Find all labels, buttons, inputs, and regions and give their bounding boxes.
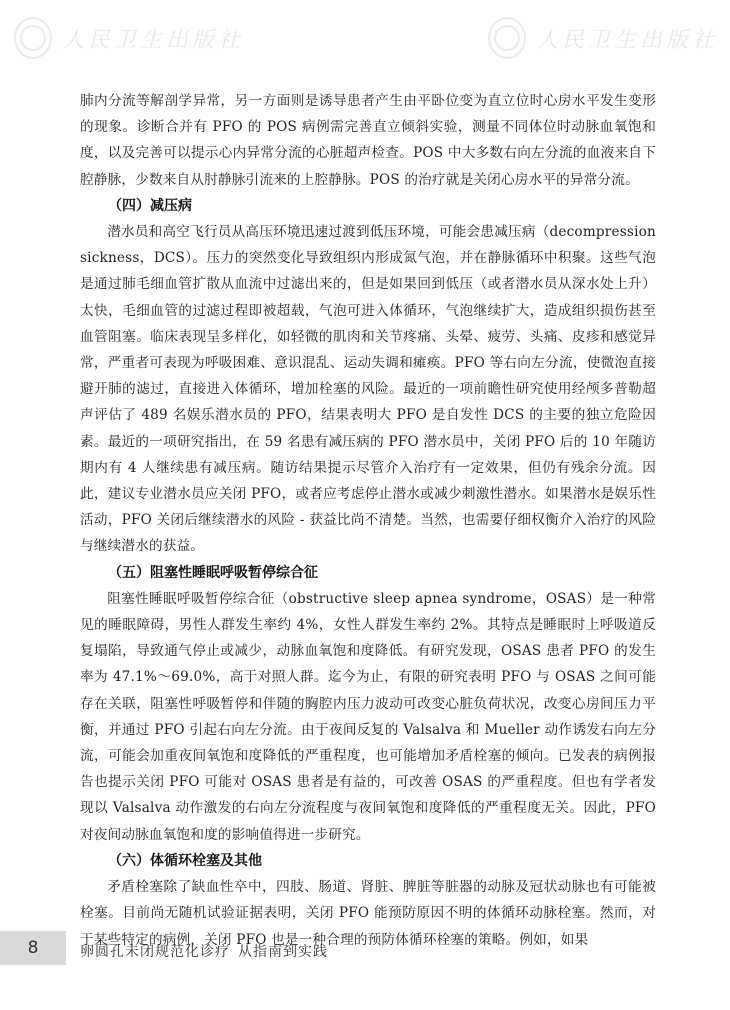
watermark-right <box>488 14 718 62</box>
section-heading-embolism: （六）体循环栓塞及其他 <box>108 852 262 869</box>
section-heading-osas: （五）阻塞性睡眠呼吸暂停综合征 <box>108 564 318 581</box>
book-subtitle: 从指南到实践 <box>238 944 328 960</box>
watermark-seal-icon <box>488 17 526 59</box>
paragraph-embolism: 矛盾栓塞除了缺血性卒中，四肢、肠道、肾脏、脾脏等脏器的动脉及冠状动脉也有可能被栓塞。目前尚无随机试验证据表明，关闭 PFO 能预防原因不明的体循环动脉栓塞。然而，对于某些特定的病例，关闭 PFO 也是一种合理的预防体循环栓塞的策略。例如，如果 <box>80 879 656 948</box>
body-text <box>80 88 656 953</box>
watermark-text: 人民卫生出版社 <box>535 27 718 53</box>
watermark-left <box>14 14 244 62</box>
book-title: 卵圆孔未闭规范化诊疗 <box>80 944 230 960</box>
running-footer <box>80 941 336 961</box>
paragraph-osas: 阻塞性睡眠呼吸暂停综合征（obstructive sleep apnea syndrome，OSAS）是一种常见的睡眠障碍，男性人群发生率约 4%，女性人群发生率约 2%。其特点是睡眠时上呼吸道反复塌陷，导致通气停止或减少，动脉血氧饱和度降低。有研究发现，OSAS 患者 PFO 的发生率为 47.1%～69.0%，高于对照人群。迄今为止，有限的研究表明 PFO 与 OSAS 之间可能存在关联，阻塞性呼吸暂停和伴随的胸腔内压力波动可改变心脏负荷状况，改变心房间压力平衡，并通过 PFO 引起右向左分流。由于夜间反复的 Valsalva 和 Mueller 动作诱发右向左分流，可能会加重夜间氧饱和度降低的严重程度，也可能增加矛盾栓塞的倾向。已发表的病例报告也提示关闭 PFO 可能对 OSAS 患者是有益的，可改善 OSAS 的严重程度。但也有学者发现以 Valsalva 动作激发的右向左分流程度与夜间氧饱和度降低的严重程度无关。因此，PFO 对夜间动脉血氧饱和度的影响值得进一步研究。 <box>80 590 656 843</box>
page-number: 8 <box>27 938 39 958</box>
watermark-text: 人民卫生出版社 <box>61 27 244 53</box>
watermark-seal-icon <box>14 17 52 59</box>
paragraph-intro: 肺内分流等解剖学异常，另一方面则是诱导患者产生由平卧位变为直立位时心房水平发生变形的现象。诊断合并有 PFO 的 POS 病例需完善直立倾斜实验，测量不同体位时动脉血氧饱和度，以及完善可以提示心内异常分流的心脏超声检查。POS 中大多数右向左分流的血液来自下腔静脉，少数来自从肘静脉引流来的上腔静脉。POS 的治疗就是关闭心房水平的异常分流。 <box>80 93 656 188</box>
paragraph-decompression: 潜水员和高空飞行员从高压环境迅速过渡到低压环境，可能会患减压病（decompression sickness，DCS）。压力的突然变化导致组织内形成氮气泡，并在静脉循环中积聚。这些气泡是通过肺毛细血管扩散从血流中过滤出来的，但是如果回到低压（或者潜水员从深水处上升）太快，毛细血管的过滤过程即被超载，气泡可进入体循环，气泡继续扩大，造成组织损伤甚至血管阻塞。临床表现呈多样化，如轻微的肌肉和关节疼痛、头晕、疲劳、头痛、皮疹和感觉异常，严重者可表现为呼吸困难、意识混乱、运动失调和瘫痪。PFO 等右向左分流，使微泡直接避开肺的滤过，直接进入体循环，增加栓塞的风险。最近的一项前瞻性研究使用经颅多普勒超声评估了 489 名娱乐潜水员的 PFO，结果表明大 PFO 是自发性 DCS 的主要的独立危险因素。最近的一项研究指出，在 59 名患有减压病的 PFO 潜水员中，关闭 PFO 后的 10 年随访期内有 4 人继续患有减压病。随访结果提示尽管介入治疗有一定效果，但仍有残余分流。因此，建议专业潜水员应关闭 PFO，或者应考虑停止潜水或减少刺激性潜水。如果潜水是娱乐性活动，PFO 关闭后继续潜水的风险 - 获益比尚不清楚。当然，也需要仔细权衡介入治疗的风险与继续潜水的获益。 <box>80 224 656 555</box>
section-heading-decompression: （四）减压病 <box>108 197 192 214</box>
page-number-box <box>0 931 66 965</box>
